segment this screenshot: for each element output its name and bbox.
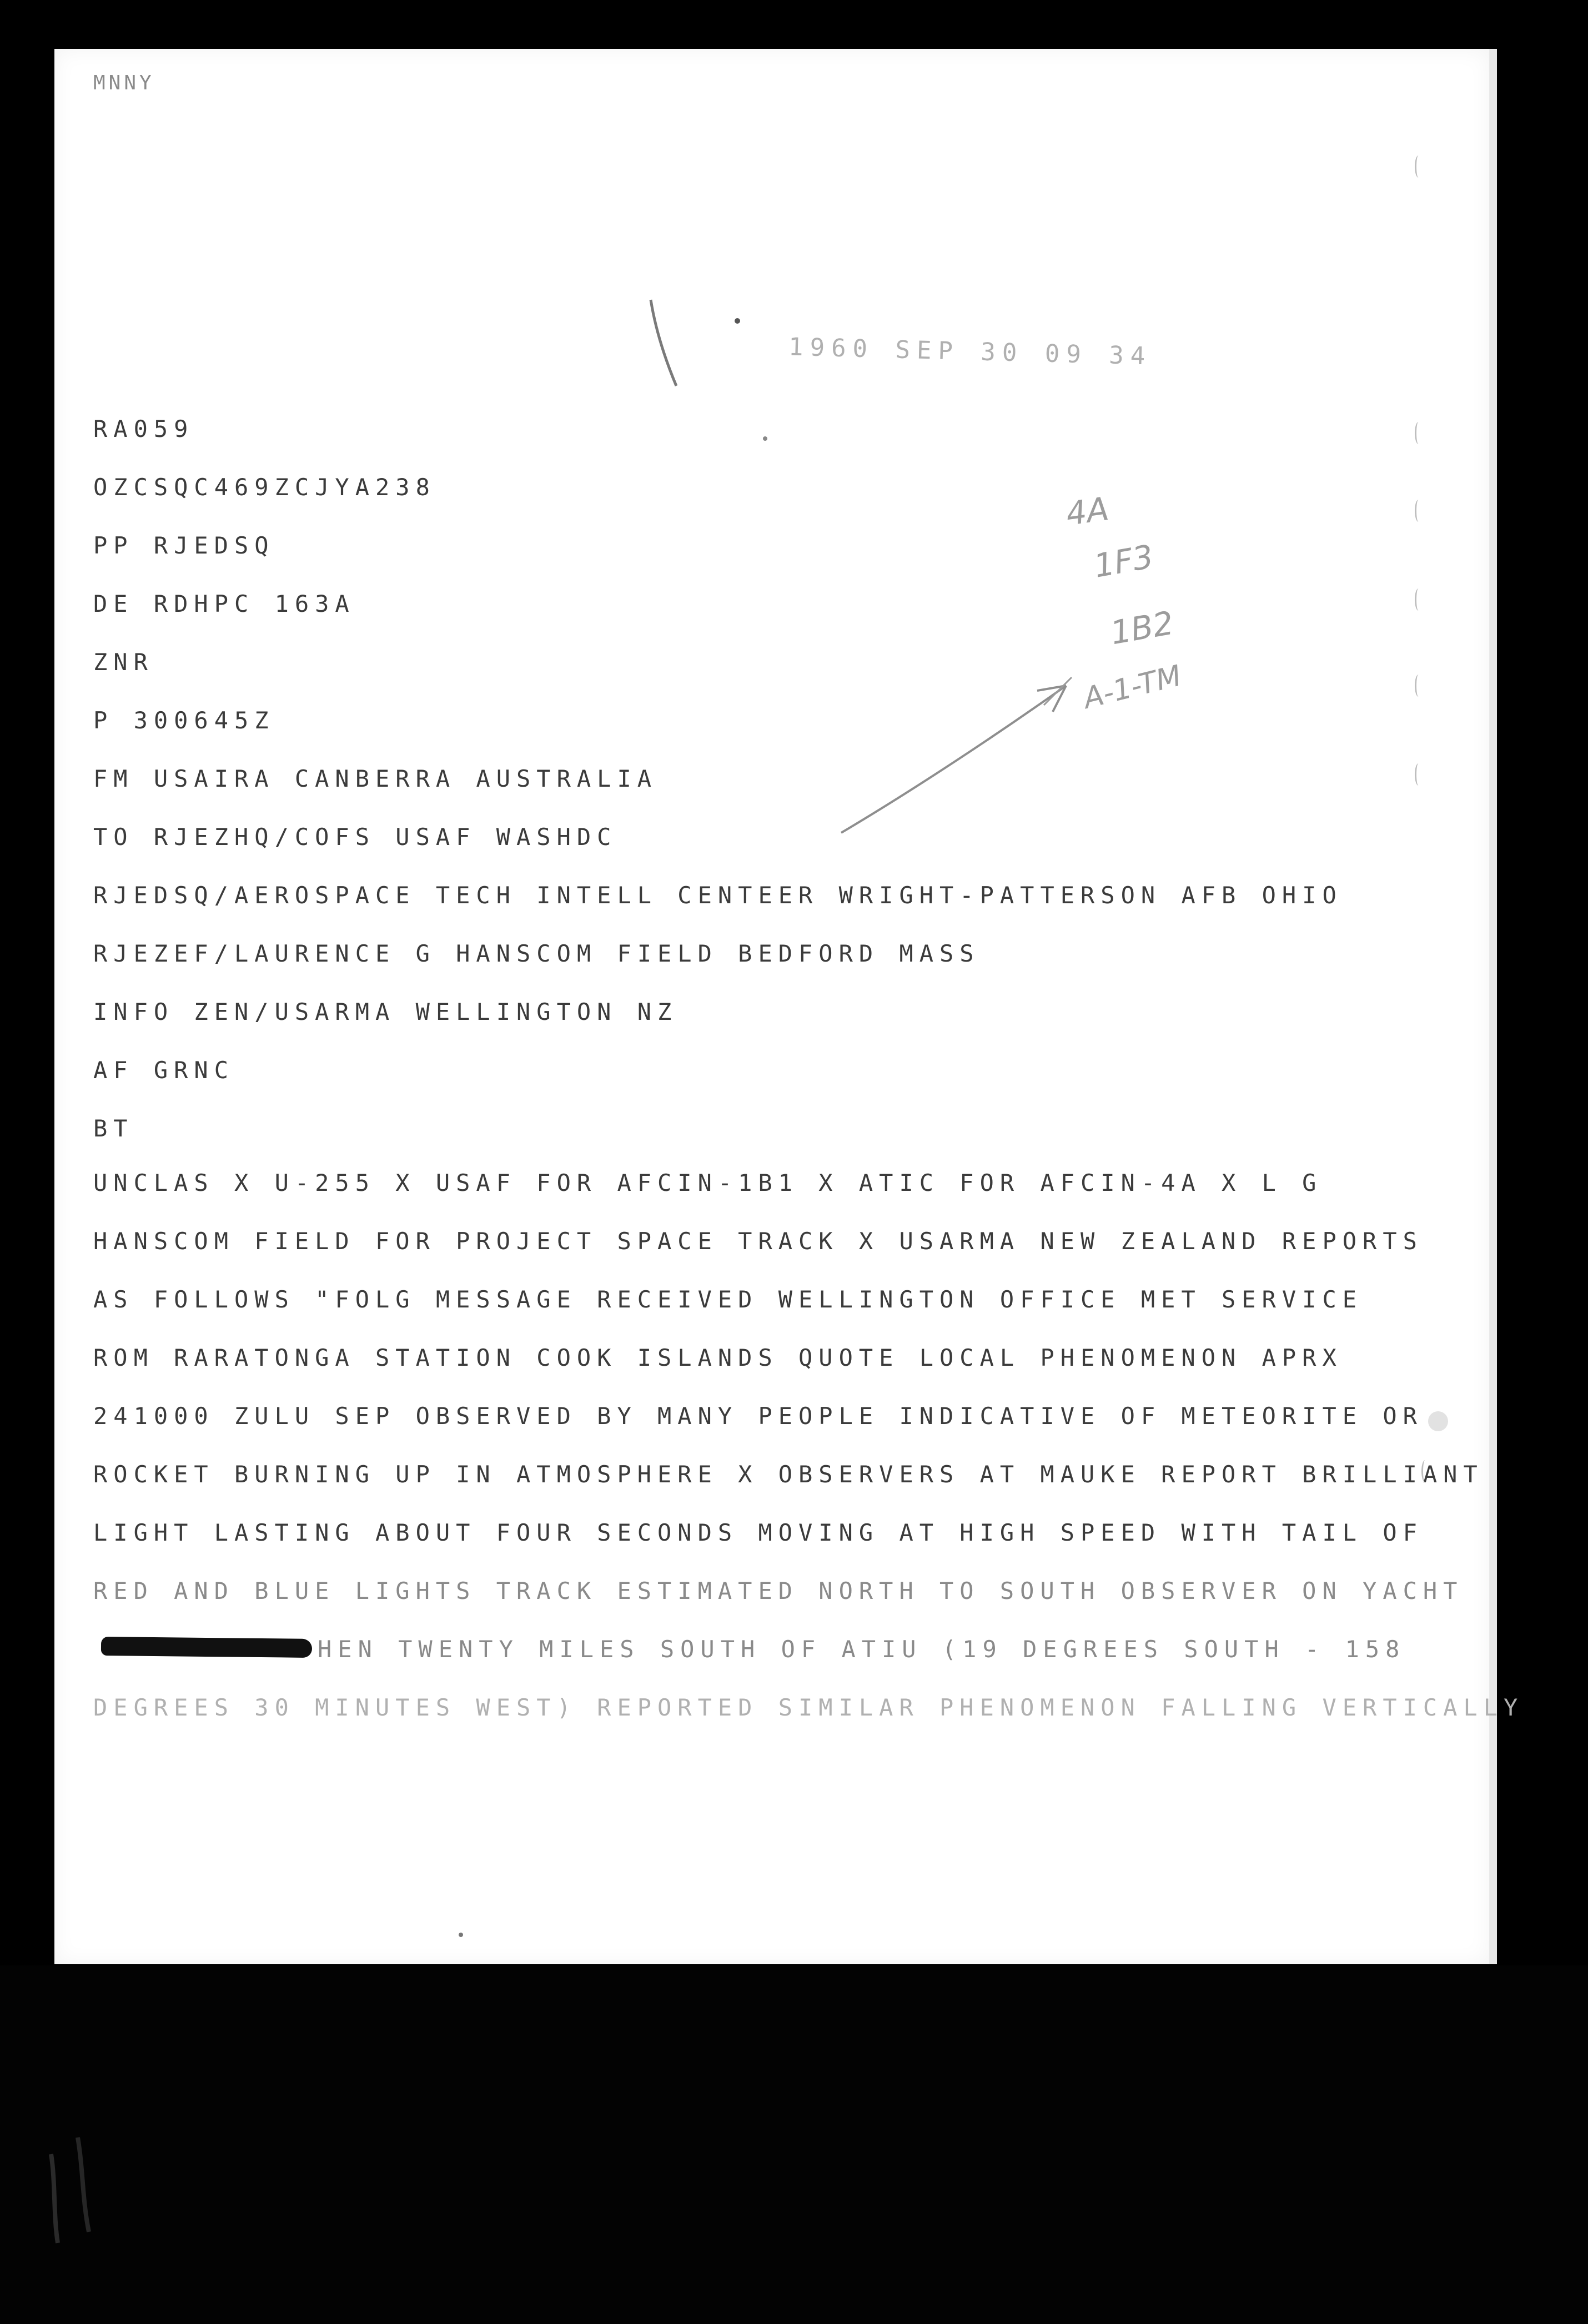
header-line-12: AF GRNC [93, 1057, 235, 1084]
header-line-13: BT [93, 1115, 134, 1142]
header-line-4: DE RDHPC 163A [93, 590, 355, 617]
margin-mark-5 [1415, 675, 1422, 697]
header-line-3: PP RJEDSQ [93, 532, 275, 559]
body-line-8: RED AND BLUE LIGHTS TRACK ESTIMATED NORTH TO SOUTH OBSERVER ON YACHT [93, 1577, 1464, 1604]
body-line-9: HEN TWENTY MILES SOUTH OF ATIU (19 DEGREES SOUTH - 158 [318, 1636, 1406, 1663]
handwritten-note-1: 4A [1063, 490, 1111, 533]
header-line-7: FM USAIRA CANBERRA AUSTRALIA [93, 765, 658, 792]
corner-mark: MNNY [93, 72, 155, 94]
margin-mark-3 [1415, 500, 1422, 522]
header-line-8: TO RJEZHQ/COFS USAF WASHDC [93, 823, 617, 851]
header-line-5: ZNR [93, 648, 154, 676]
body-line-5: 241000 ZULU SEP OBSERVED BY MANY PEOPLE INDICATIVE OF METEORITE OR [93, 1402, 1423, 1430]
handwritten-note-2: 1F3 [1091, 537, 1157, 585]
margin-mark-2 [1415, 422, 1422, 444]
body-line-2: HANSCOM FIELD FOR PROJECT SPACE TRACK X USARMA NEW ZEALAND REPORTS [93, 1228, 1423, 1255]
body-line-4: ROM RARATONGA STATION COOK ISLANDS QUOTE LOCAL PHENOMENON APRX [93, 1344, 1343, 1371]
header-line-1: RA059 [93, 415, 194, 442]
body-line-6: ROCKET BURNING UP IN ATMOSPHERE X OBSERVERS AT MAUKE REPORT BRILLIANT [93, 1461, 1484, 1488]
margin-mark-6 [1415, 763, 1422, 786]
header-line-10: RJEZEF/LAURENCE G HANSCOM FIELD BEDFORD MASS [93, 940, 980, 967]
header-line-6: P 300645Z [93, 707, 275, 734]
body-line-7: LIGHT LASTING ABOUT FOUR SECONDS MOVING AT HIGH SPEED WITH TAIL OF [93, 1519, 1423, 1546]
received-stamp: 1960 SEP 30 09 34 [788, 333, 1152, 371]
body-line-1: UNCLAS X U-255 X USAF FOR AFCIN-1B1 X ATIC FOR AFCIN-4A X L G [93, 1169, 1323, 1196]
header-line-9: RJEDSQ/AEROSPACE TECH INTELL CENTEER WRIGHT-PATTERSON AFB OHIO [93, 882, 1343, 909]
margin-mark-1 [1415, 155, 1422, 178]
header-line-2: OZCSQC469ZCJYA238 [93, 474, 436, 501]
body-line-3: AS FOLLOWS "FOLG MESSAGE RECEIVED WELLINGTON OFFICE MET SERVICE [93, 1286, 1363, 1313]
handwritten-note-4: A-1-TM [1080, 659, 1185, 716]
header-line-11: INFO ZEN/USARMA WELLINGTON NZ [93, 998, 678, 1025]
body-line-10: DEGREES 30 MINUTES WEST) REPORTED SIMILAR PHENOMENON FALLING VERTICALLY [93, 1694, 1524, 1721]
handwritten-note-3: 1B2 [1107, 603, 1177, 652]
margin-mark-4 [1415, 588, 1422, 611]
margin-mark-7 [1421, 1460, 1429, 1482]
